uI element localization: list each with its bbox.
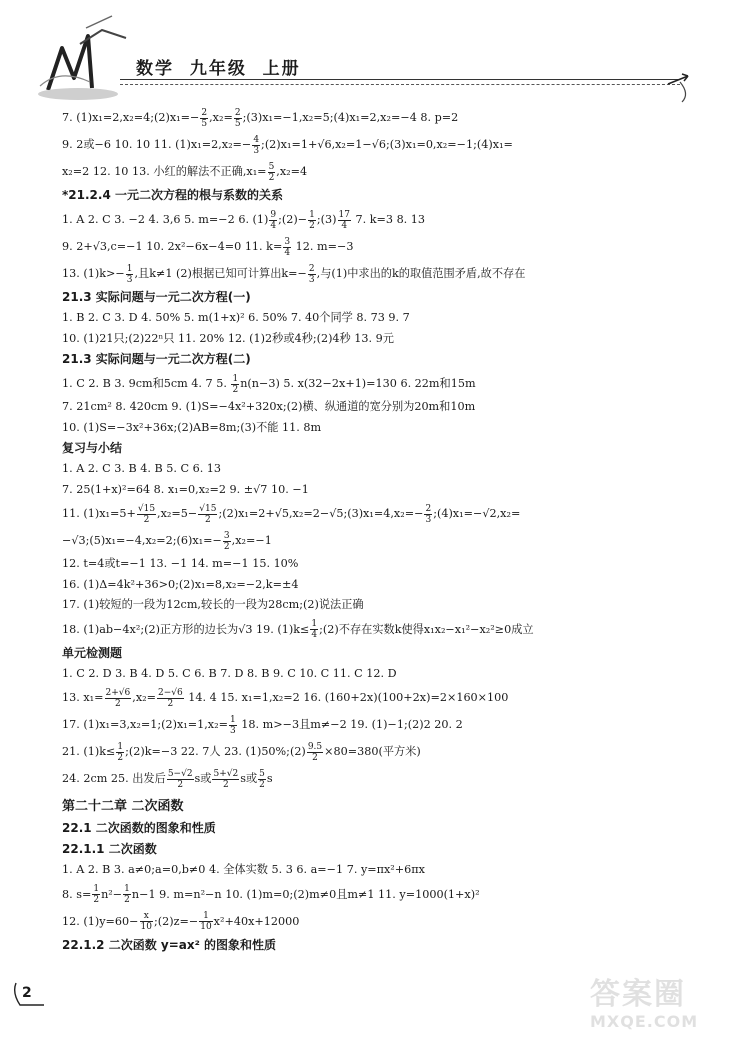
answer-line: 13. x₁= $\frac{2+√6}{2}$ ,x₂= $\frac{2-√6}{2}$ 14. 4 15. x₁=1,x₂=2 16. (160+2x)(100+2x)=2×160×100 — [62, 687, 509, 709]
answer-line: 21. (1)k≤ $\frac{1}{2}$ ;(2)k=−3 22. 7人 23. (1)50%;(2) $\frac{9.5}{2}$ ×80=380(平方米) — [62, 741, 421, 763]
answer-line: 7. (1)x₁=2,x₂=4;(2)x₁=− $\frac{2}{5}$ ,x₂= $\frac{2}{5}$ ;(3)x₁=−1,x₂=5;(4)x₁=2,x₂=−4 8. p=2 — [62, 107, 459, 129]
answer-line: x₂=2 12. 10 13. 小红的解法不正确,x₁= $\frac{5}{2}$ ,x₂=4 — [62, 161, 308, 183]
header-rule — [120, 79, 680, 80]
section-heading: 22.1.1 二次函数 — [62, 842, 157, 856]
answer-line: 1. A 2. C 3. −2 4. 3,6 5. m=−2 6. (1) $\frac{9}{4}$ ;(2)− $\frac{1}{2}$ ;(3) $\frac{17}{4}$ 7. k=3 8. 13 — [62, 209, 426, 231]
answer-line: 12. t=4或t=−1 13. −1 14. m=−1 15. 10% — [62, 557, 299, 570]
section-heading: 22.1 二次函数的图象和性质 — [62, 821, 216, 835]
section-heading: 复习与小结 — [62, 441, 123, 455]
fraction: $\frac{1}{2}$ — [232, 373, 239, 395]
fraction: $\frac{1}{2}$ — [117, 741, 124, 763]
fraction: $\frac{5}{2}$ — [259, 768, 265, 790]
section-heading: 21.3 实际问题与一元二次方程(一) — [62, 290, 251, 304]
page-number — [18, 985, 32, 1001]
answer-line: 1. A 2. C 3. B 4. B 5. C 6. 13 — [62, 462, 222, 475]
answer-line: 13. (1)k>− $\frac{1}{3}$ ,且k≠1 (2)根据已知可计算出k=− $\frac{2}{3}$ ,与(1)中求出的k的取值范围矛盾,故不存在 — [62, 263, 526, 285]
answer-line: 10. (1)21只;(2)22ⁿ只 11. 20% 12. (1)2秒或4秒;(2)4秒 13. 9元 — [62, 331, 394, 345]
chapter-heading: 第二十二章 二次函数 — [62, 799, 184, 814]
answer-line: 1. C 2. D 3. B 4. D 5. C 6. B 7. D 8. B 9. C 10. C 11. C 12. D — [62, 666, 397, 680]
fraction: $\frac{√15}{2}$ — [137, 503, 156, 525]
watermark — [590, 978, 740, 1038]
fraction: $\frac{2-√6}{2}$ — [158, 687, 183, 709]
book-logo-icon — [30, 8, 135, 108]
fraction: $\frac{5+√2}{2}$ — [213, 768, 239, 790]
fraction: $\frac{x}{10}$ — [140, 911, 152, 932]
fraction: $\frac{2}{5}$ — [201, 107, 208, 129]
fraction: $\frac{17}{4}$ — [338, 209, 350, 231]
answer-line: 16. (1)Δ=4k²+36>0;(2)x₁=8,x₂=−2,k=±4 — [62, 577, 299, 591]
watermark-top: 答案圈 — [590, 977, 686, 1012]
fraction: $\frac{1}{2}$ — [93, 884, 100, 905]
fraction: $\frac{2}{5}$ — [234, 107, 241, 129]
answer-line: 17. (1)较短的一段为12cm,较长的一段为28cm;(2)说法正确 — [62, 598, 364, 611]
section-heading: *21.2.4 一元二次方程的根与系数的关系 — [62, 188, 283, 202]
answer-line: 7. 21cm² 8. 420cm 9. (1)S=−4x²+320x;(2)横、纵通道的宽分别为20m和10m — [62, 400, 476, 413]
answer-line: 24. 2cm 25. 出发后 $\frac{5-√2}{2}$ s或 $\frac{5+√2}{2}$ s或 $\frac{5}{2}$ s — [62, 768, 273, 790]
answer-line: 9. 2+√3,c=−1 10. 2x²−6x−4=0 11. k= $\frac{3}{4}$ 12. m=−3 — [62, 236, 354, 258]
section-heading: 22.1.2 二次函数 y=ax² 的图象和性质 — [62, 937, 277, 952]
fraction: $\frac{√15}{2}$ — [199, 503, 217, 525]
answer-line: 11. (1)x₁=5+ $\frac{√15}{2}$ ,x₂=5− $\frac{√15}{2}$ ;(2)x₁=2+√5,x₂=2−√5;(3)x₁=4,x₂=− $\frac{2}{3}$ ;(4)x₁=−√2,x₂= — [62, 503, 521, 525]
page-number-text: 2 — [22, 985, 32, 1001]
fraction: $\frac{5}{2}$ — [268, 161, 275, 183]
answer-line: 1. B 2. C 3. D 4. 50% 5. m(1+x)² 6. 50% 7. 40个同学 8. 73 9. 7 — [62, 311, 410, 324]
fraction: $\frac{2+√6}{2}$ — [105, 687, 131, 709]
answer-line: 18. (1)ab−4x²;(2)正方形的边长为√3 19. (1)k≤ $\frac{1}{4}$ ;(2)不存在实数k使得x₁x₂−x₁²−x₂²≥0成立 — [62, 619, 534, 640]
fraction: $\frac{1}{3}$ — [229, 714, 236, 736]
fraction: $\frac{1}{3}$ — [126, 263, 133, 285]
answer-line: 7. 25(1+x)²=64 8. x₁=0,x₂=2 9. ±√7 10. −1 — [62, 482, 309, 496]
fraction: $\frac{2}{3}$ — [425, 503, 432, 525]
arrow-icon — [664, 66, 700, 106]
answer-content — [62, 104, 674, 956]
answer-line: 10. (1)S=−3x²+36x;(2)AB=8m;(3)不能 11. 8m — [62, 420, 322, 434]
fraction: $\frac{4}{3}$ — [253, 134, 260, 156]
watermark-bottom: MXQE.COM — [590, 1012, 699, 1031]
fraction: $\frac{9.5}{2}$ — [307, 741, 323, 763]
answer-line: 1. C 2. B 3. 9cm和5cm 4. 7 5. $\frac{1}{2}$ n(n−3) 5. x(32−2x+1)=130 6. 22m和15m — [62, 373, 476, 395]
answer-line: 8. s= $\frac{1}{2}$ n²− $\frac{1}{2}$ n−1 9. m=n²−n 10. (1)m=0;(2)m≠0且m≠1 11. y=1000(1+x)² — [62, 884, 480, 905]
answer-line: 12. (1)y=60− $\frac{x}{10}$ ;(2)z=− $\frac{1}{10}$ x²+40x+12000 — [62, 911, 300, 932]
fraction: $\frac{1}{2}$ — [309, 209, 315, 231]
section-heading: 单元检测题 — [62, 645, 123, 660]
page-header — [0, 0, 750, 100]
fraction: $\frac{1}{2}$ — [124, 884, 130, 905]
fraction: $\frac{1}{10}$ — [200, 911, 212, 932]
answer-line: 9. 2或−6 10. 10 11. (1)x₁=2,x₂=− $\frac{4}{3}$ ;(2)x₁=1+√6,x₂=1−√6;(3)x₁=0,x₂=−1;(4)x₁= — [62, 134, 513, 156]
fraction: $\frac{5-√2}{2}$ — [167, 768, 193, 790]
fraction: $\frac{3}{4}$ — [284, 236, 291, 258]
page-title: 数学 九年级 上册 — [136, 59, 301, 79]
answer-line: −√3;(5)x₁=−4,x₂=2;(6)x₁=− $\frac{3}{2}$ ,x₂=−1 — [62, 530, 272, 552]
section-heading: 21.3 实际问题与一元二次方程(二) — [62, 352, 251, 366]
fraction: $\frac{9}{4}$ — [270, 209, 277, 231]
answer-line: 17. (1)x₁=3,x₂=1;(2)x₁=1,x₂= $\frac{1}{3}$ 18. m>−3且m≠−2 19. (1)−1;(2)2 20. 2 — [62, 714, 463, 736]
answer-line: 1. A 2. B 3. a≠0;a=0,b≠0 4. 全体实数 5. 3 6. a=−1 7. y=πx²+6πx — [62, 863, 425, 876]
header-rule-dashed — [120, 84, 680, 85]
fraction: $\frac{1}{4}$ — [311, 619, 318, 640]
fraction: $\frac{2}{3}$ — [308, 263, 315, 285]
fraction: $\frac{3}{2}$ — [223, 530, 230, 552]
